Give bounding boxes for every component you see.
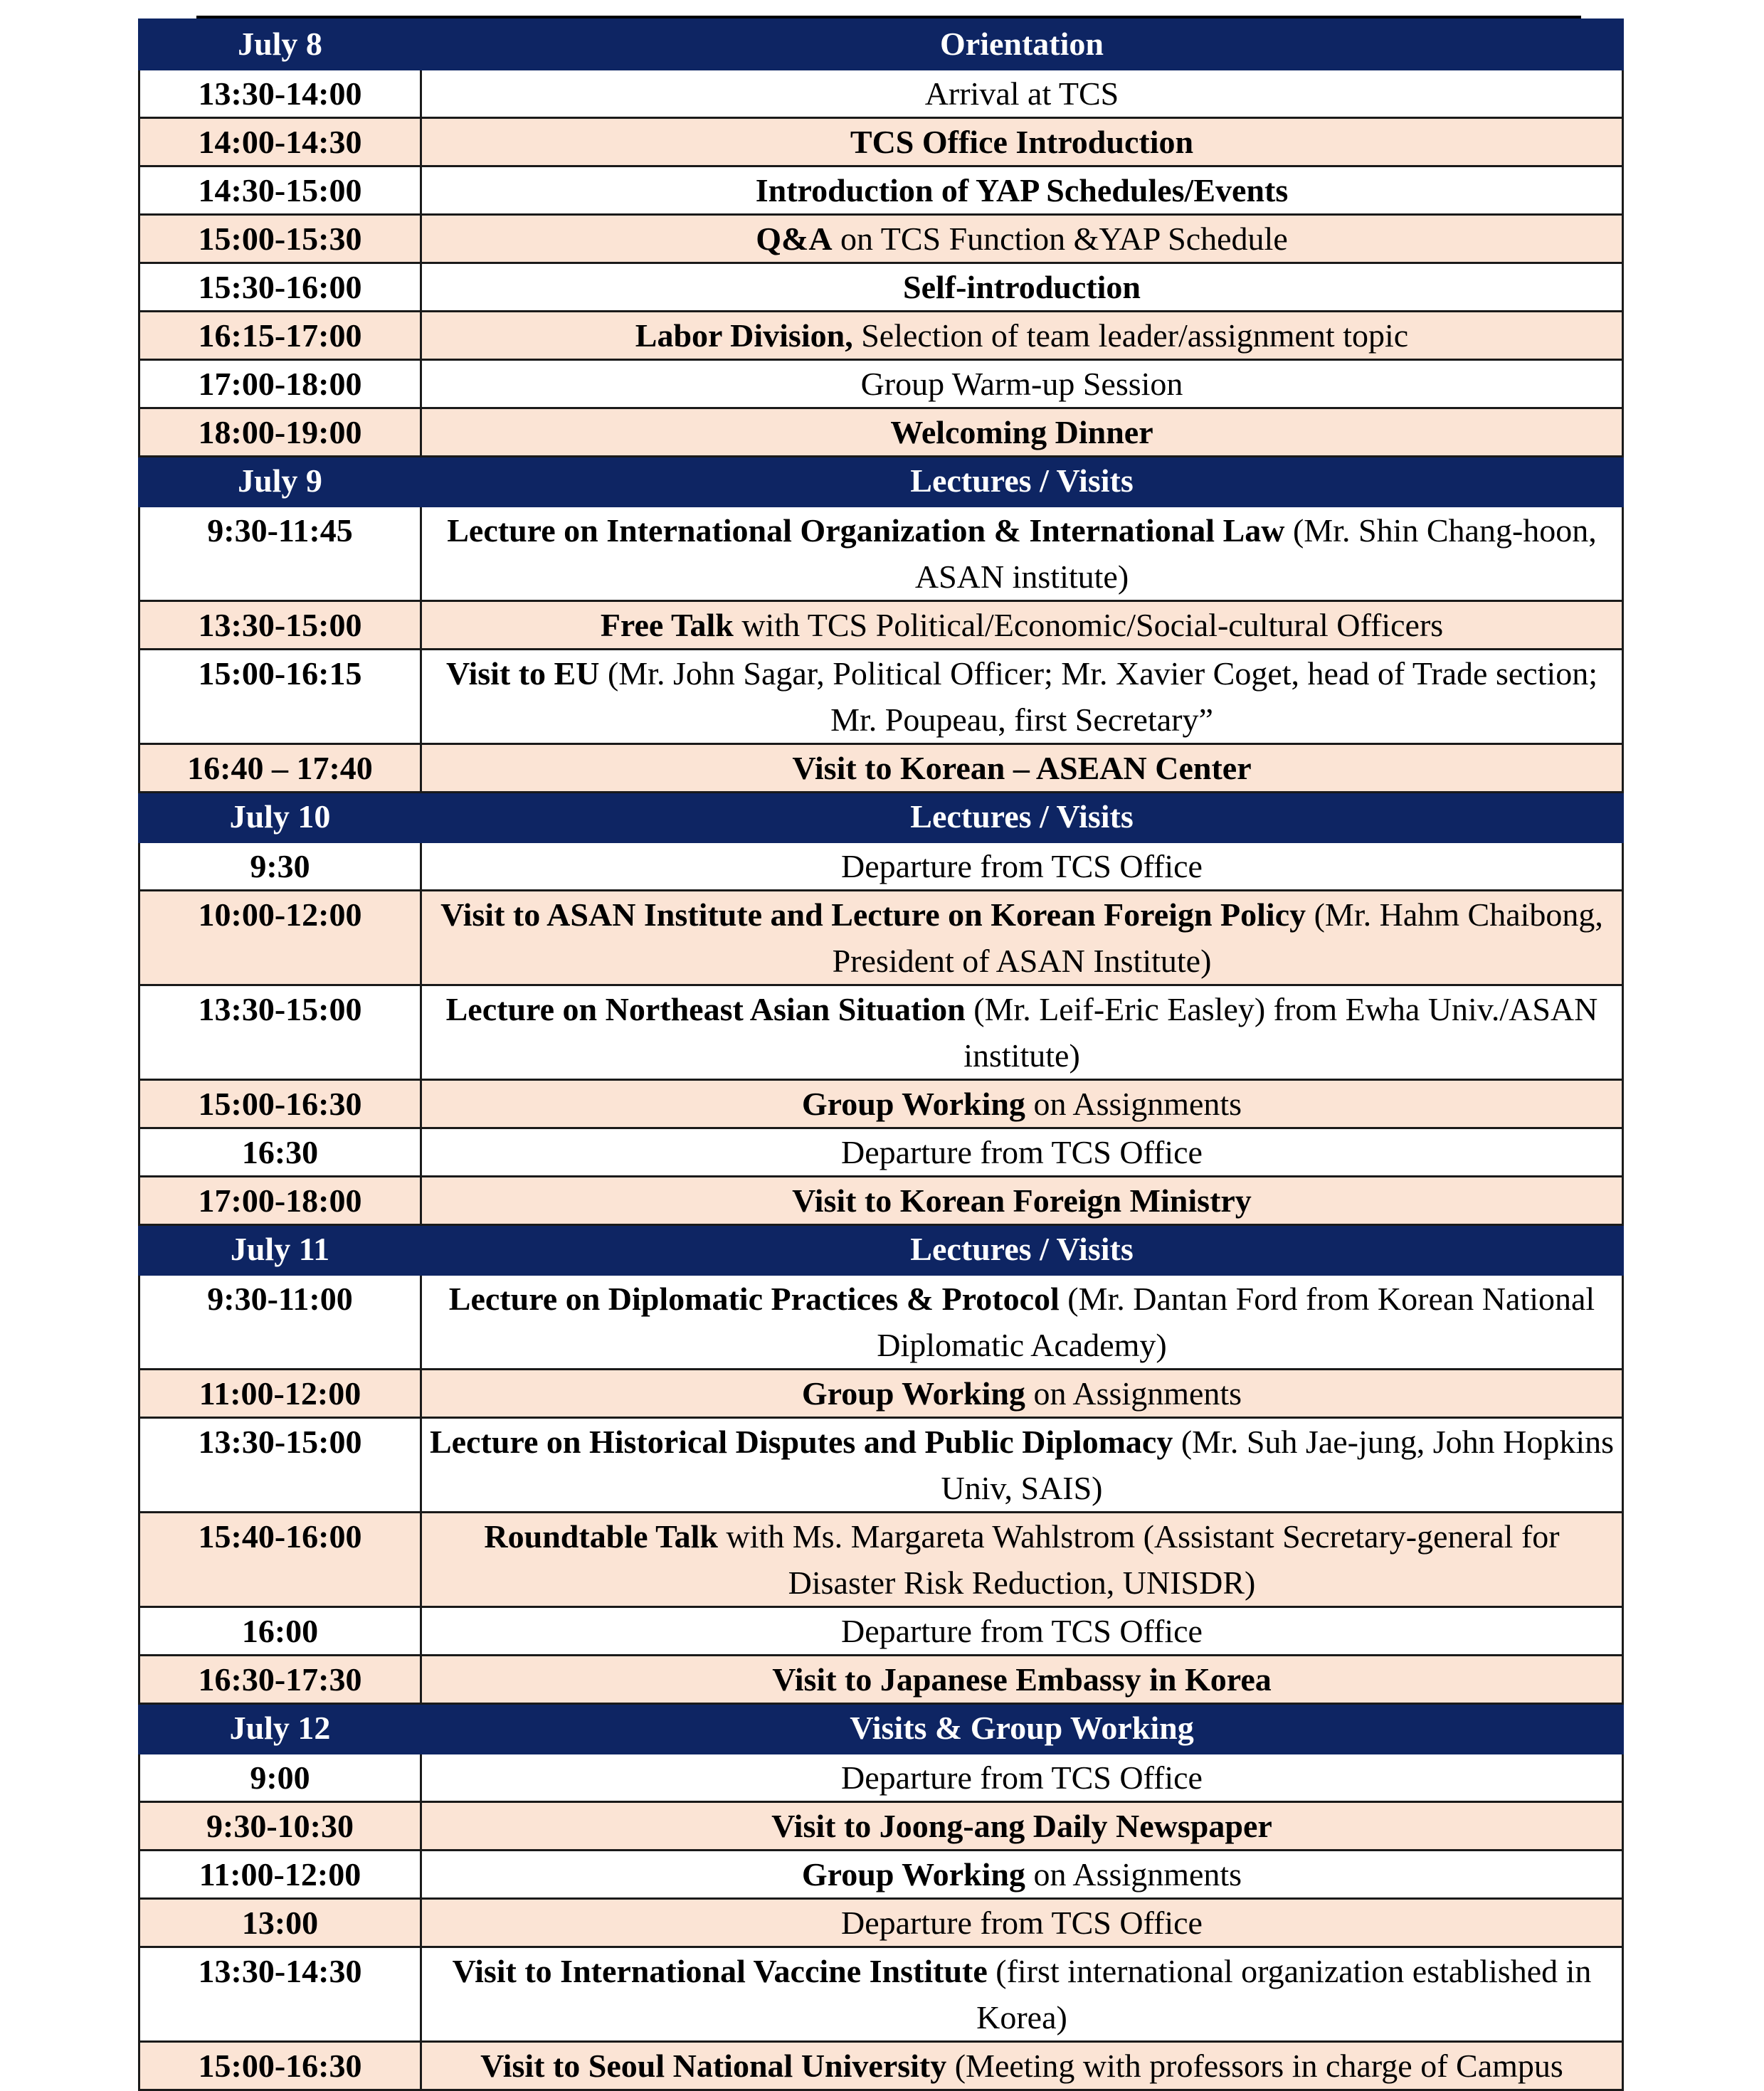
activity-title: Lecture on Historical Disputes and Public Diplomacy [429, 1424, 1173, 1460]
activity-cell [421, 1607, 1623, 1656]
activity-title: Visit to EU [445, 655, 600, 692]
activity-title: TCS Office Introduction [850, 124, 1194, 160]
activity-title: Introduction of YAP Schedules/Events [755, 172, 1289, 208]
time-cell: 16:30-17:30 [139, 1656, 421, 1704]
day-label: July 8 [139, 20, 421, 70]
activity-detail: Arrival at TCS [924, 75, 1119, 112]
activity-cell [421, 1656, 1623, 1704]
activity-title: Labor Division, [635, 317, 853, 354]
time-cell: 14:30-15:00 [139, 166, 421, 215]
schedule-row [139, 1513, 1623, 1607]
activity-detail: Departure from TCS Office [841, 1905, 1203, 1941]
activity-title: Welcoming Dinner [890, 414, 1153, 450]
activity-cell [421, 312, 1623, 360]
schedule-row [139, 1899, 1623, 1947]
schedule-row [139, 650, 1623, 744]
time-cell: 9:30-11:45 [139, 507, 421, 601]
time-cell: 16:00 [139, 1607, 421, 1656]
activity-title: Visit to ASAN Institute and Lecture on Korean Foreign Policy [440, 896, 1306, 933]
schedule-row [139, 263, 1623, 312]
schedule-row [139, 166, 1623, 215]
schedule-row [139, 1275, 1623, 1370]
activity-cell [421, 891, 1623, 985]
activity-cell [421, 408, 1623, 457]
time-cell: 9:30 [139, 842, 421, 891]
day-label: July 12 [139, 1704, 421, 1754]
time-cell: 13:30-14:30 [139, 1947, 421, 2042]
activity-detail: on Assignments [1025, 1375, 1242, 1412]
schedule-table [138, 18, 1624, 2091]
day-theme: Lectures / Visits [421, 1225, 1623, 1275]
time-cell: 15:30-16:00 [139, 263, 421, 312]
activity-cell [421, 360, 1623, 408]
time-cell: 9:00 [139, 1754, 421, 1802]
day-label: July 10 [139, 793, 421, 842]
day-label: July 11 [139, 1225, 421, 1275]
activity-cell [421, 1275, 1623, 1370]
time-cell: 15:00-16:30 [139, 2042, 421, 2090]
schedule-row [139, 1370, 1623, 1418]
schedule-row [139, 842, 1623, 891]
activity-detail: on Assignments [1025, 1856, 1242, 1893]
schedule-row [139, 360, 1623, 408]
activity-title: Visit to Joong-ang Daily Newspaper [771, 1808, 1272, 1844]
activity-title: Self-introduction [903, 269, 1141, 305]
activity-title: Visit to Korean – ASEAN Center [792, 750, 1252, 786]
schedule-row [139, 1418, 1623, 1513]
day-header-row [139, 1704, 1623, 1754]
activity-cell [421, 1128, 1623, 1177]
day-theme: Lectures / Visits [421, 793, 1623, 842]
time-cell: 14:00-14:30 [139, 118, 421, 166]
activity-cell [421, 1418, 1623, 1513]
time-cell: 17:00-18:00 [139, 1177, 421, 1225]
time-cell: 10:00-12:00 [139, 891, 421, 985]
activity-title: Group Working [801, 1856, 1025, 1893]
activity-cell [421, 70, 1623, 118]
day-theme: Visits & Group Working [421, 1704, 1623, 1754]
schedule-row [139, 1080, 1623, 1128]
activity-detail: Departure from TCS Office [841, 1759, 1203, 1796]
schedule-row [139, 1802, 1623, 1851]
time-cell: 17:00-18:00 [139, 360, 421, 408]
time-cell: 9:30-10:30 [139, 1802, 421, 1851]
activity-detail: (Mr. Suh Jae-jung, John Hopkins Univ, SAIS) [941, 1424, 1615, 1506]
activity-title: Q&A [756, 221, 833, 257]
schedule-row [139, 312, 1623, 360]
activity-detail: Departure from TCS Office [841, 1134, 1203, 1170]
schedule-row [139, 1947, 1623, 2042]
schedule-row [139, 601, 1623, 650]
time-cell: 15:00-16:30 [139, 1080, 421, 1128]
activity-detail: Departure from TCS Office [841, 848, 1203, 884]
schedule-row [139, 1656, 1623, 1704]
schedule-row [139, 507, 1623, 601]
time-cell: 13:30-15:00 [139, 1418, 421, 1513]
activity-cell [421, 1080, 1623, 1128]
time-cell: 11:00-12:00 [139, 1370, 421, 1418]
schedule-row [139, 215, 1623, 263]
activity-cell [421, 1754, 1623, 1802]
day-theme: Orientation [421, 20, 1623, 70]
schedule-row [139, 2042, 1623, 2090]
activity-cell [421, 1802, 1623, 1851]
schedule-row [139, 744, 1623, 793]
activity-title: Visit to Japanese Embassy in Korea [772, 1661, 1272, 1698]
time-cell: 13:30-15:00 [139, 601, 421, 650]
schedule-row [139, 1128, 1623, 1177]
schedule-row [139, 1851, 1623, 1899]
activity-cell [421, 2042, 1623, 2090]
activity-title: Group Working [801, 1375, 1025, 1412]
time-cell: 16:15-17:00 [139, 312, 421, 360]
activity-cell [421, 507, 1623, 601]
activity-title: Lecture on Northeast Asian Situation [445, 991, 966, 1027]
activity-title: Visit to Seoul National University [480, 2048, 947, 2084]
activity-cell [421, 744, 1623, 793]
time-cell: 13:30-14:00 [139, 70, 421, 118]
activity-detail: (first international organization established in Korea) [976, 1953, 1592, 2036]
activity-detail: (Meeting with professors in charge of Campus [946, 2048, 1563, 2084]
activity-detail: on Assignments [1025, 1086, 1242, 1122]
activity-detail: Selection of team leader/assignment topic [852, 317, 1409, 354]
activity-detail: (Mr. Dantan Ford from Korean National Diplomatic Academy) [877, 1281, 1595, 1363]
activity-cell [421, 1947, 1623, 2042]
activity-cell [421, 118, 1623, 166]
time-cell: 11:00-12:00 [139, 1851, 421, 1899]
schedule-row [139, 891, 1623, 985]
activity-title: Roundtable Talk [484, 1518, 718, 1555]
activity-cell [421, 215, 1623, 263]
schedule-body [139, 20, 1623, 2090]
activity-cell [421, 1851, 1623, 1899]
activity-cell [421, 1370, 1623, 1418]
activity-detail: (Mr. Hahm Chaibong, President of ASAN Institute) [832, 896, 1603, 979]
activity-title: Free Talk [600, 607, 734, 643]
time-cell: 15:40-16:00 [139, 1513, 421, 1607]
day-header-row [139, 20, 1623, 70]
activity-cell [421, 650, 1623, 744]
activity-title: Group Working [801, 1086, 1025, 1122]
activity-title: Visit to Korean Foreign Ministry [792, 1182, 1252, 1219]
time-cell: 18:00-19:00 [139, 408, 421, 457]
day-header-row [139, 1225, 1623, 1275]
time-cell: 9:30-11:00 [139, 1275, 421, 1370]
activity-cell [421, 1899, 1623, 1947]
activity-title: Lecture on Diplomatic Practices & Protocol [448, 1281, 1060, 1317]
activity-cell [421, 1177, 1623, 1225]
activity-detail: (Mr. Shin Chang-hoon, ASAN institute) [914, 512, 1597, 595]
time-cell: 15:00-15:30 [139, 215, 421, 263]
schedule-row [139, 1177, 1623, 1225]
activity-cell [421, 263, 1623, 312]
time-cell: 16:40 – 17:40 [139, 744, 421, 793]
activity-detail: (Mr. John Sagar, Political Officer; Mr. Xavier Coget, head of Trade section; Mr. Poupeau, first Secretary” [599, 655, 1598, 738]
activity-detail: on TCS Function &YAP Schedule [832, 221, 1288, 257]
schedule-row [139, 70, 1623, 118]
activity-cell [421, 985, 1623, 1080]
day-header-row [139, 457, 1623, 507]
activity-title: Visit to International Vaccine Institute [452, 1953, 988, 1989]
activity-cell [421, 842, 1623, 891]
time-cell: 13:00 [139, 1899, 421, 1947]
activity-detail: Departure from TCS Office [841, 1613, 1203, 1649]
activity-detail: (Mr. Leif-Eric Easley) from Ewha Univ./ASAN institute) [963, 991, 1598, 1074]
schedule-row [139, 408, 1623, 457]
time-cell: 16:30 [139, 1128, 421, 1177]
schedule-row [139, 985, 1623, 1080]
time-cell: 15:00-16:15 [139, 650, 421, 744]
schedule-row [139, 118, 1623, 166]
time-cell: 13:30-15:00 [139, 985, 421, 1080]
day-header-row [139, 793, 1623, 842]
activity-title: Lecture on International Organization & International Law [447, 512, 1285, 549]
activity-detail: with TCS Political/Economic/Social-cultural Officers [733, 607, 1444, 643]
schedule-row [139, 1754, 1623, 1802]
activity-cell [421, 1513, 1623, 1607]
day-theme: Lectures / Visits [421, 457, 1623, 507]
activity-detail: with Ms. Margareta Wahlstrom (Assistant Secretary-general for Disaster Risk Reduction, UNISDR) [717, 1518, 1560, 1601]
activity-cell [421, 601, 1623, 650]
day-label: July 9 [139, 457, 421, 507]
schedule-row [139, 1607, 1623, 1656]
activity-detail: Group Warm-up Session [860, 366, 1183, 402]
activity-cell [421, 166, 1623, 215]
